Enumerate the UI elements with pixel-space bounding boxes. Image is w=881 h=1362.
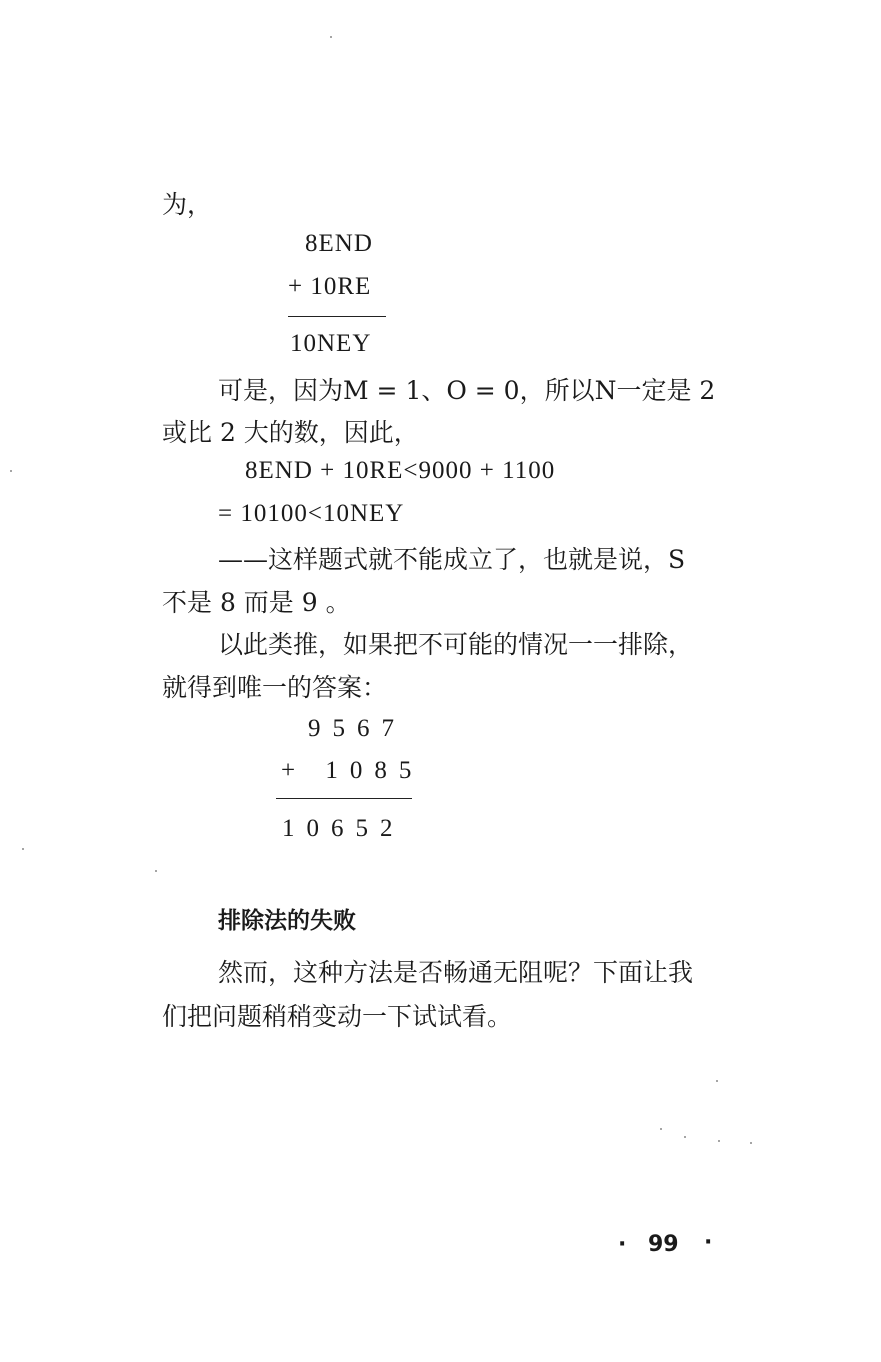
- scan-speck: [660, 1128, 662, 1130]
- equation2-rule: [276, 798, 412, 799]
- scan-speck: [750, 1142, 752, 1144]
- para4-line1: 然而，这种方法是否畅通无阻呢？下面让我: [218, 958, 694, 987]
- page-number-dot-left: ·: [618, 1232, 627, 1257]
- scan-speck: [155, 870, 157, 872]
- equation1-line1: 8END: [305, 230, 373, 257]
- page-number-dot-right: ·: [704, 1230, 713, 1255]
- para3-line1: 以此类推，如果把不可能的情况一一排除，: [218, 630, 694, 659]
- para1-line2: 或比 2 大的数，因此，: [162, 418, 419, 447]
- para4-line2: 们把问题稍稍变动一下试试看。: [162, 1002, 513, 1031]
- scan-speck: [22, 848, 24, 850]
- scan-speck: [684, 1136, 686, 1138]
- equation2-line1: 9567: [308, 715, 406, 742]
- section-heading: 排除法的失败: [218, 908, 356, 934]
- equation1-result: 10NEY: [290, 330, 372, 357]
- scan-speck: [10, 470, 12, 472]
- scan-speck: [330, 36, 332, 38]
- intro-line: 为，: [162, 190, 213, 219]
- page-number: 99: [648, 1232, 679, 1257]
- para2-line1: ——这样题式就不能成立了，也就是说，S: [218, 545, 686, 574]
- para2-line2: 不是 8 而是 9 。: [162, 588, 351, 617]
- equation2-line2: + 1085: [281, 757, 424, 784]
- inequality-line1: 8END + 10RE<9000 + 1100: [245, 457, 556, 484]
- inequality-line2: = 10100<10NEY: [218, 500, 405, 527]
- para1-line1: 可是，因为M = 1、O = 0，所以N一定是 2: [218, 376, 716, 405]
- equation2-result: 10652: [282, 815, 405, 842]
- equation1-line2: + 10RE: [288, 273, 372, 300]
- scan-speck: [718, 1140, 720, 1142]
- para3-line2: 就得到唯一的答案：: [162, 673, 388, 702]
- scan-speck: [716, 1080, 718, 1082]
- equation1-rule: [288, 316, 386, 317]
